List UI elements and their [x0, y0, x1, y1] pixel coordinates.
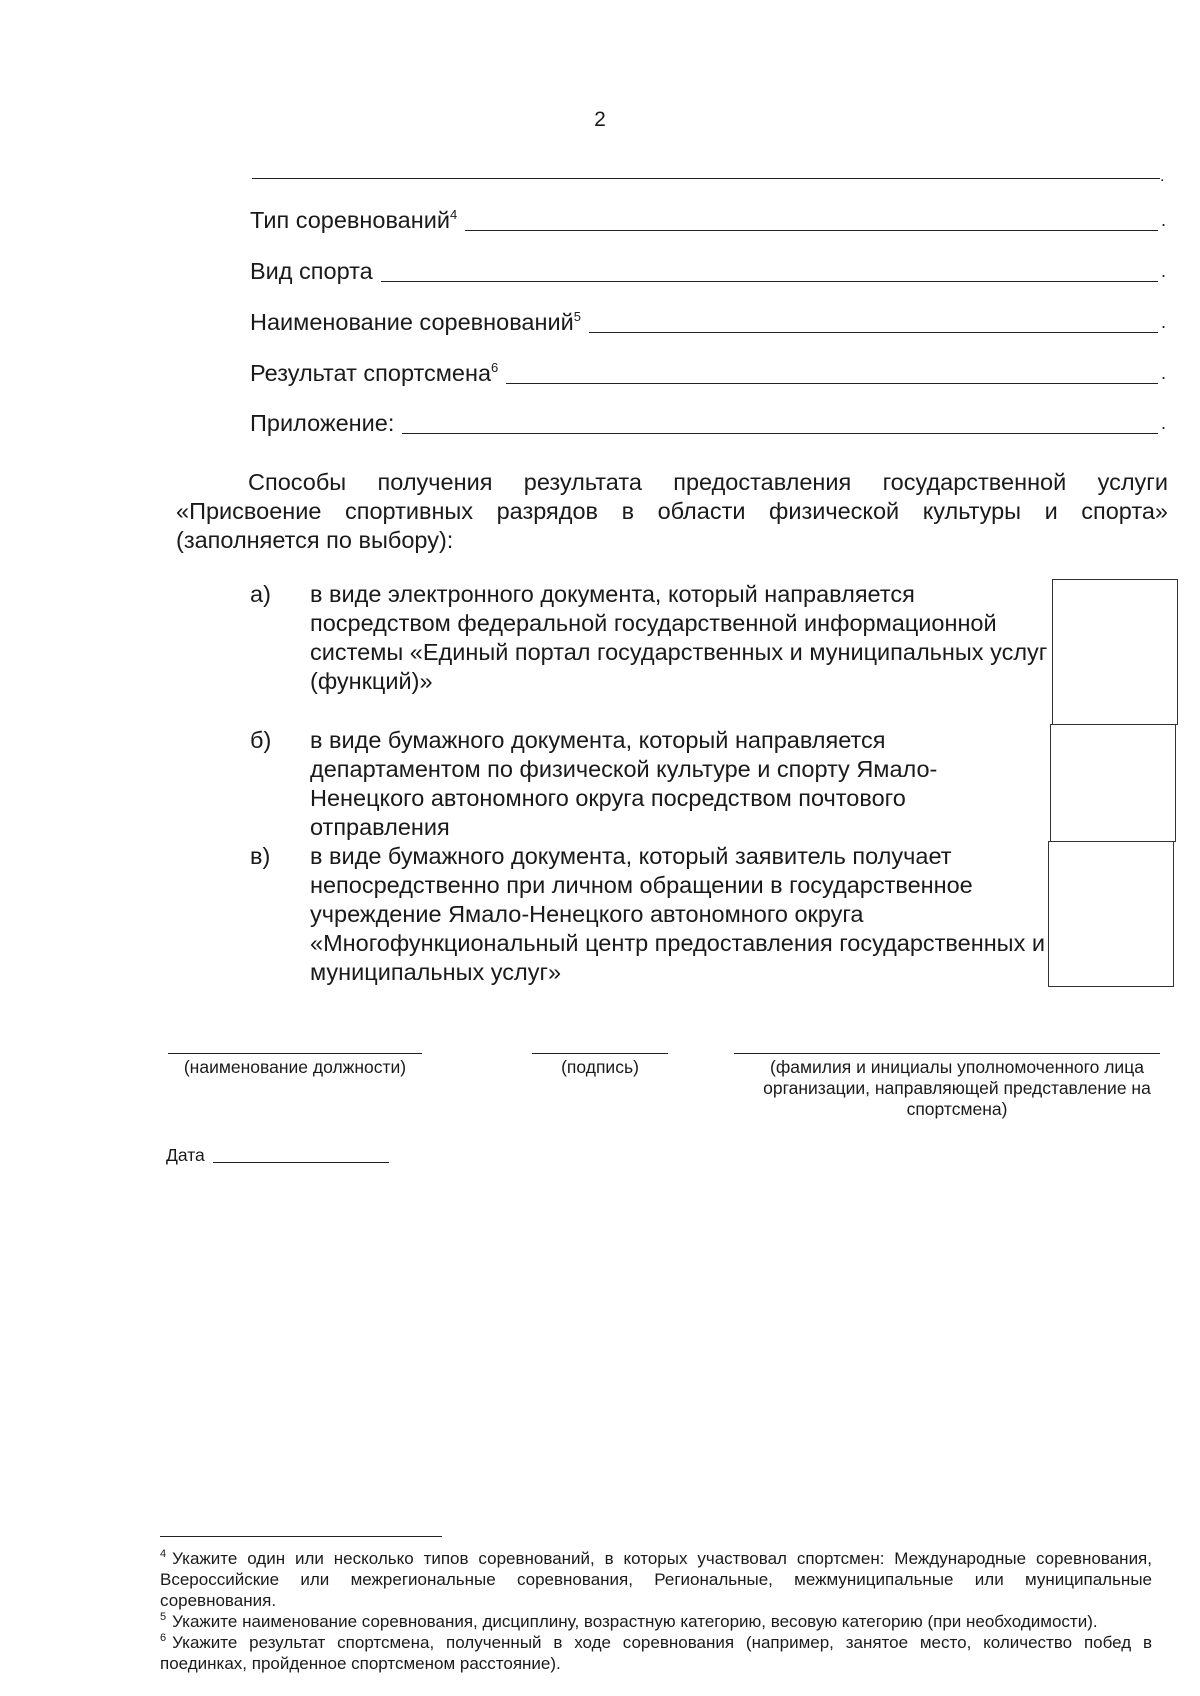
- delivery-methods-intro: Способы получения результата предоставления государственной услуги «Присвоение спортивных разрядов в области физической культуры и спорта» (заполняется по выбору):: [176, 469, 1168, 553]
- field-competition-name[interactable]: Наименование соревнований$^5$ .: [250, 309, 1166, 335]
- option-marker: б): [250, 727, 272, 753]
- option-text: в виде электронного документа, который направляется посредством федеральной государственной информационной системы «Единый портал государственных и муниципальных услуг (функций)»: [310, 581, 1048, 694]
- field-athlete-result[interactable]: Результат спортсмена$^6$ .: [250, 360, 1166, 386]
- footnote-ref: 5: [573, 309, 581, 325]
- footnote-item: $^5$ Укажите наименование соревнования, дисциплину, возрастную категорию, весовую категорию (при необходимости).: [160, 1611, 1098, 1631]
- page-number: 2: [594, 108, 606, 131]
- fill-line[interactable]: [402, 432, 1158, 434]
- position-caption: (наименование должности): [183, 1057, 407, 1077]
- position-line[interactable]: [168, 1053, 422, 1054]
- fill-line[interactable]: [589, 331, 1158, 333]
- checkbox-paper-mail[interactable]: [1050, 724, 1176, 842]
- option-text: в виде бумажного документа, который направляется департаментом по физической культуре и спорту Ямало-Ненецкого автономного округа посредством почтового отправления: [310, 727, 938, 840]
- field-label: Приложение:: [250, 410, 395, 436]
- fill-line[interactable]: [506, 382, 1158, 384]
- name-caption: (фамилия и инициалы уполномоченного лица организации, направляющей представление на спортсмена): [763, 1057, 1151, 1119]
- option-marker: в): [250, 843, 271, 869]
- checkbox-paper-in-person[interactable]: [1048, 841, 1174, 987]
- option-marker: а): [250, 581, 271, 607]
- footnote-item: $^4$ Укажите один или несколько типов соревнований, в которых участвовал спортсмен: Международные соревнования, Всероссийские или межрегиональные соревнования, Региональные, межмуниципальные или муниципальные соревнования.: [160, 1548, 1152, 1610]
- footnotes: [160, 1548, 1152, 1674]
- fill-line[interactable]: [465, 229, 1158, 231]
- footnote-mark: 6: [160, 1632, 167, 1645]
- field-label: Результат спортсмена$^6$: [250, 360, 499, 386]
- footnote-ref: 6: [491, 360, 499, 376]
- field-competition-type[interactable]: Тип соревнований$^4$ .: [250, 207, 1166, 233]
- date-line[interactable]: [213, 1162, 389, 1163]
- option-text: в виде бумажного документа, который заявитель получает непосредственно при личном обращении в государственное учреждение Ямало-Ненецкого автономного округа «Многофункциональный центр предоставления государственных и муниципальных услуг»: [310, 843, 1045, 985]
- name-line[interactable]: [734, 1053, 1160, 1054]
- date-label: Дата: [166, 1145, 205, 1165]
- signature-line[interactable]: [532, 1053, 668, 1054]
- field-label: Вид спорта: [250, 258, 373, 284]
- field-label: Наименование соревнований$^5$: [250, 309, 581, 335]
- fill-line[interactable]: [381, 280, 1158, 282]
- footnote-mark: 5: [160, 1611, 167, 1624]
- footnote-ref: 4: [449, 207, 458, 223]
- footnote-mark: 4: [160, 1548, 167, 1561]
- date-field[interactable]: [166, 1145, 389, 1166]
- checkbox-electronic[interactable]: [1052, 579, 1178, 725]
- field-sport[interactable]: Вид спорта .: [250, 258, 1166, 284]
- top-rule: [252, 178, 1160, 179]
- top-rule-dot: .: [1160, 168, 1165, 185]
- field-attachment[interactable]: Приложение: .: [250, 410, 1166, 436]
- footnote-separator: [160, 1536, 442, 1537]
- footnote-item: $^6$ Укажите результат спортсмена, полученный в ходе соревнования (например, занятое место, количество побед в поединках, пройденное спортсменом расстояние).: [160, 1632, 1152, 1673]
- signature-caption: (подпись): [561, 1057, 639, 1077]
- field-label: Тип соревнований$^4$: [250, 207, 458, 233]
